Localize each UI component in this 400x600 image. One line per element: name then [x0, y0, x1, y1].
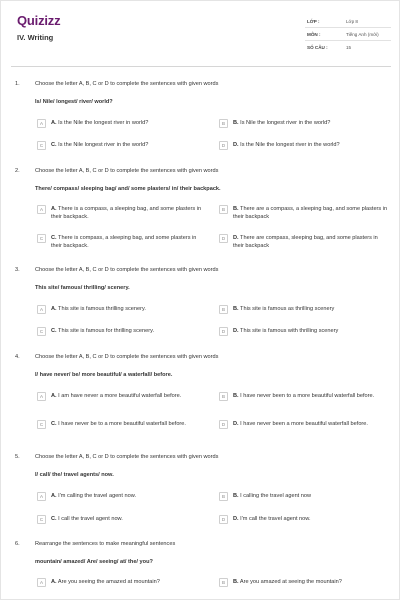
option-box[interactable]: B — [219, 205, 228, 214]
option-text: D. This site is famous with thrilling scenery — [233, 328, 339, 334]
option-box[interactable]: A — [37, 119, 46, 128]
option-text: C. I have never be to a more beautiful waterfall before. — [51, 421, 186, 427]
option-box[interactable]: B — [219, 392, 228, 401]
option-text: A. I am have never a more beautiful waterfall before. — [51, 393, 182, 399]
option-box[interactable]: D — [219, 327, 228, 336]
option-text: D. I'm call the travel agent now. — [233, 516, 311, 522]
question-stem: mountain/ amazed/ Are/ seeing/ at/ the/ you? — [35, 559, 153, 565]
question-prompt: Choose the letter A, B, C or D to complete the sentences with given words — [35, 354, 219, 360]
option-text: C. I call the travel agent now. — [51, 516, 123, 522]
option-text: A. Is the Nile the longest river in world? — [51, 120, 149, 126]
option-text: B. I calling the travel agent now — [233, 493, 312, 499]
question-prompt: Choose the letter A, B, C or D to complete the sentences with given words — [35, 267, 219, 273]
option-text: C. This site is famous for thrilling scenery. — [51, 328, 155, 334]
quizizz-logo: Quizizz — [17, 13, 61, 28]
question-stem: Is/ Nile/ longest/ river/ world? — [35, 99, 113, 105]
question-stem: This site/ famous/ thrilling/ scenery. — [35, 285, 130, 291]
option-text: B. There are a compass, a sleeping bag, and some plasters in their backpack — [233, 206, 388, 220]
option-text: D. There are compass, sleeping bag, and some plasters in their backpack — [233, 235, 378, 249]
meta-label: LỚP : — [307, 19, 320, 24]
question-number: 4. — [15, 354, 20, 360]
meta-value: Lớp 8 — [346, 19, 358, 24]
option-box[interactable]: A — [37, 305, 46, 314]
option-box[interactable]: C — [37, 327, 46, 336]
question-prompt: Choose the letter A, B, C or D to complete the sentences with given words — [35, 168, 219, 174]
option-text: B. Is Nile the longest river in the world? — [233, 120, 331, 126]
option-text: C. There is compass, a sleeping bag, and some plasters in their backpack. — [51, 235, 197, 249]
meta-row-count — [305, 41, 391, 54]
option-box[interactable]: C — [37, 515, 46, 524]
section-title: IV. Writing — [17, 33, 54, 42]
option-box[interactable]: A — [37, 492, 46, 501]
option-box[interactable]: A — [37, 392, 46, 401]
option-box[interactable]: A — [37, 205, 46, 214]
option-box[interactable]: D — [219, 234, 228, 243]
meta-row-subject — [305, 28, 391, 41]
option-box[interactable]: D — [219, 141, 228, 150]
option-box[interactable]: C — [37, 420, 46, 429]
meta-value: 15 — [346, 45, 352, 50]
option-text: A. This site is famous thrilling scenery. — [51, 306, 146, 312]
option-text: D. I have never been a more beautiful waterfall before. — [233, 421, 368, 427]
option-box[interactable]: C — [37, 141, 46, 150]
option-text: A. I'm calling the travel agent now. — [51, 493, 137, 499]
option-text: A. There is a compass, a sleeping bag, and some plasters in their backpack. — [51, 206, 202, 220]
question-prompt: Rearrange the sentences to make meaningful sentences — [35, 541, 176, 547]
option-box[interactable]: C — [37, 234, 46, 243]
option-box[interactable]: B — [219, 305, 228, 314]
option-box[interactable]: B — [219, 119, 228, 128]
question-number: 3. — [15, 267, 20, 273]
option-text: D. Is the Nile the longest river in the world? — [233, 142, 340, 148]
option-text: B. This site is famous as thrilling scenery — [233, 306, 335, 312]
question-stem: I/ have never/ be/ more beautiful/ a waterfall/ before. — [35, 372, 173, 378]
question-number: 6. — [15, 541, 20, 547]
question-stem: I/ call/ the/ travel agents/ now. — [35, 472, 114, 478]
option-box[interactable]: B — [219, 492, 228, 501]
question-number: 2. — [15, 168, 20, 174]
meta-value: Tiếng Anh (mới) — [346, 32, 379, 37]
option-box[interactable]: B — [219, 578, 228, 587]
option-box[interactable]: D — [219, 420, 228, 429]
question-number: 5. — [15, 454, 20, 460]
question-number: 1. — [15, 81, 20, 87]
option-text: C. Is the Nile longest river in the world? — [51, 142, 149, 148]
meta-label: MÔN : — [307, 32, 321, 37]
option-text: B. I have never been to a more beautiful waterfall before. — [233, 393, 375, 399]
option-text: B. Are you amazed at seeing the mountain? — [233, 579, 342, 585]
question-stem: There/ compass/ sleeping bag/ and/ some plasters/ in/ their backpack. — [35, 186, 221, 192]
option-text: A. Are you seeing the amazed at mountain? — [51, 579, 160, 585]
meta-row-class — [305, 15, 391, 28]
question-prompt: Choose the letter A, B, C or D to complete the sentences with given words — [35, 81, 219, 87]
option-box[interactable]: D — [219, 515, 228, 524]
question-prompt: Choose the letter A, B, C or D to complete the sentences with given words — [35, 454, 219, 460]
meta-label: SỐ CÂU : — [307, 45, 328, 50]
worksheet-header — [11, 9, 391, 67]
meta-table — [305, 15, 391, 54]
option-box[interactable]: A — [37, 578, 46, 587]
